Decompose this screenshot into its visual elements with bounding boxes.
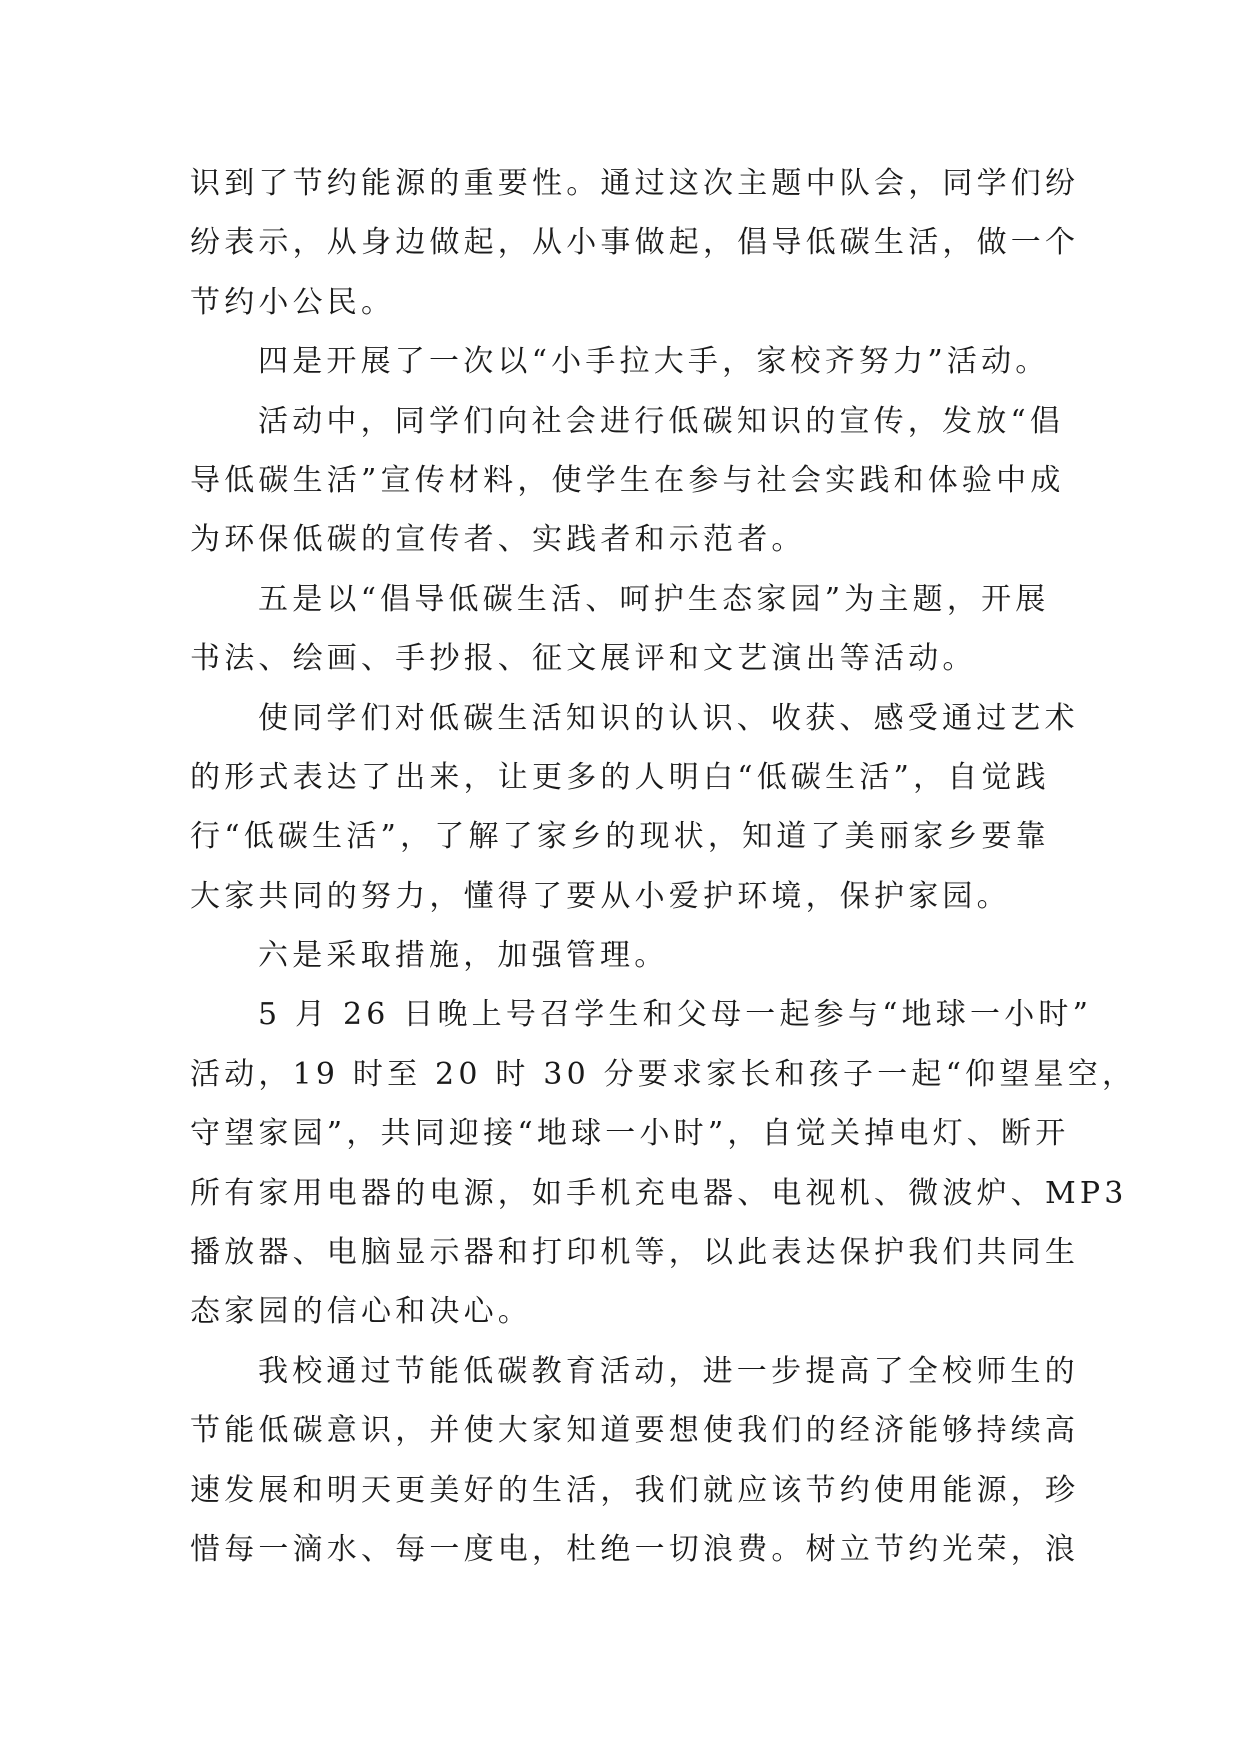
text-line: 的形式表达了出来，让更多的人明白“低碳生活”，自觉践 [190,759,1050,795]
text-line: 速发展和明天更美好的生活，我们就应该节约使用能源，珍 [190,1472,1080,1508]
text-line: 节约小公民。 [190,284,396,320]
text-line: 纷表示，从身边做起，从小事做起，倡导低碳生活，做一个 [190,225,1080,261]
text-line: 大家共同的努力，懂得了要从小爱护环境，保护家园。 [190,878,1011,914]
text-line: 行“低碳生活”，了解了家乡的现状，知道了美丽家乡要靠 [190,819,1050,855]
paragraph-first-line: 五是以“倡导低碳生活、呵护生态家园”为主题，开展 [258,581,1050,617]
text-line: 守望家园”，共同迎接“地球一小时”，自觉关掉电灯、断开 [190,1116,1070,1152]
text-line: 惜每一滴水、每一度电，杜绝一切浪费。树立节约光荣，浪 [190,1531,1080,1567]
text-line: 节能低碳意识，并使大家知道要想使我们的经济能够持续高 [190,1413,1080,1449]
paragraph-first-line: 活动中，同学们向社会进行低碳知识的宣传，发放“倡 [258,403,1065,439]
text-line: 为环保低碳的宣传者、实践者和示范者。 [190,522,806,558]
paragraph-first-line: 我校通过节能低碳教育活动，进一步提高了全校师生的 [258,1353,1079,1389]
text-line: 播放器、电脑显示器和打印机等，以此表达保护我们共同生 [190,1235,1080,1271]
paragraph-first-line: 六是采取措施，加强管理。 [258,938,669,974]
text-line: 书法、绘画、手抄报、征文展评和文艺演出等活动。 [190,641,977,677]
body-text [190,154,1137,1579]
text-line: 所有家用电器的电源，如手机充电器、电视机、微波炉、MP3 [190,1175,1128,1211]
text-line: 识到了节约能源的重要性。通过这次主题中队会，同学们纷 [190,166,1080,201]
text-line: 导低碳生活”宣传材料，使学生在参与社会实践和体验中成 [190,462,1065,498]
paragraph-first-line: 5 月 26 日晚上号召学生和父母一起参与“地球一小时” [258,997,1093,1033]
text-line: 活动，19 时至 20 时 30 分要求家长和孩子一起“仰望星空， [190,1056,1137,1092]
paragraph-first-line: 四是开展了一次以“小手拉大手，家校齐努力”活动。 [258,344,1050,380]
text-line: 态家园的信心和决心。 [190,1294,532,1330]
paragraph-first-line: 使同学们对低碳生活知识的认识、收获、感受通过艺术 [258,700,1079,736]
